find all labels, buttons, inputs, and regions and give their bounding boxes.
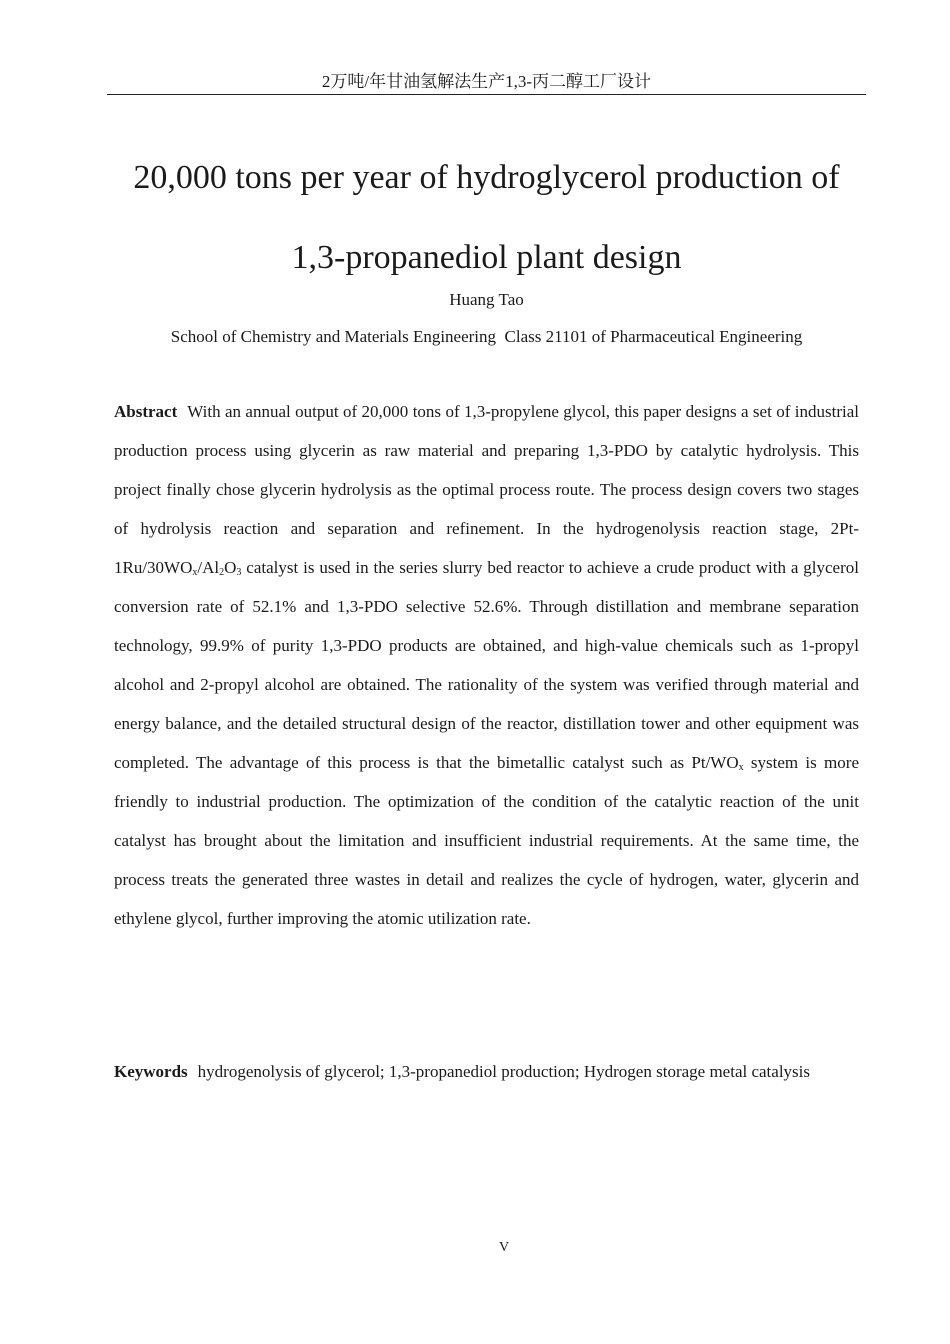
paper-title [100, 138, 873, 298]
abstract-subscript-x: x [192, 567, 198, 578]
abstract-text-4: catalyst is used in the series slurry bed reactor to achieve a crude product with a glycerol conversion rate of 52.1% and 1,3-PDO selective 52.6%. Through distillation and membrane separation technology, 99.9% of purity 1,3-PDO products are obtained, and high-value chemicals such as 1-propyl alcohol and 2-propyl alcohol are obtained. The rationality of the system was verified through material and energy balance, and the detailed structural design of the reactor, distillation tower and other equipment was completed. The advantage of this process is that the bimetallic catalyst such as Pt/WO [114, 558, 859, 772]
page-number: V [498, 1240, 510, 1255]
author-affiliation: School of Chemistry and Materials Engineering Class 21101 of Pharmaceutical Engineering [170, 327, 803, 346]
abstract-text-3: O [224, 558, 237, 577]
author-name: Huang Tao [449, 290, 524, 309]
running-header: 2万吨/年甘油氢解法生产1,3-丙二醇工厂设计 [107, 70, 866, 95]
paper-title-line-2: 1,3-propanediol plant design [291, 239, 682, 276]
abstract-text-2: /Al [197, 558, 220, 577]
paper-title-line-1: 20,000 tons per year of hydroglycerol production of [133, 159, 840, 196]
abstract-label: Abstract [114, 402, 178, 421]
keywords-label: Keywords [114, 1062, 188, 1081]
keywords-paragraph [114, 1052, 859, 1091]
abstract-subscript-3: 3 [236, 567, 242, 578]
keywords-text: hydrogenolysis of glycerol; 1,3-propanediol production; Hydrogen storage metal catalysis [197, 1062, 810, 1081]
abstract-paragraph [114, 392, 859, 938]
abstract-text-1: With an annual output of 20,000 tons of 1,3-propylene glycol, this paper designs a set of industrial production process using glycerin as raw material and preparing 1,3-PDO by catalytic hydrolysis. This project finally chose glycerin hydrolysis as the optimal process route. The process design covers two stages of hydrolysis reaction and separation and refinement. In the hydrogenolysis reaction stage, 2Pt-1Ru/30WO [114, 402, 859, 577]
abstract-text-5: system is more friendly to industrial production. The optimization of the condition of the catalytic reaction of the unit catalyst has brought about the limitation and insufficient industrial requirements. At the same time, the process treats the generated three wastes in detail and realizes the cycle of hydrogen, water, glycerin and ethylene glycol, further improving the atomic utilization rate. [114, 753, 859, 928]
abstract-subscript-2: 2 [219, 567, 225, 578]
abstract-subscript-x-2: x [738, 762, 744, 773]
